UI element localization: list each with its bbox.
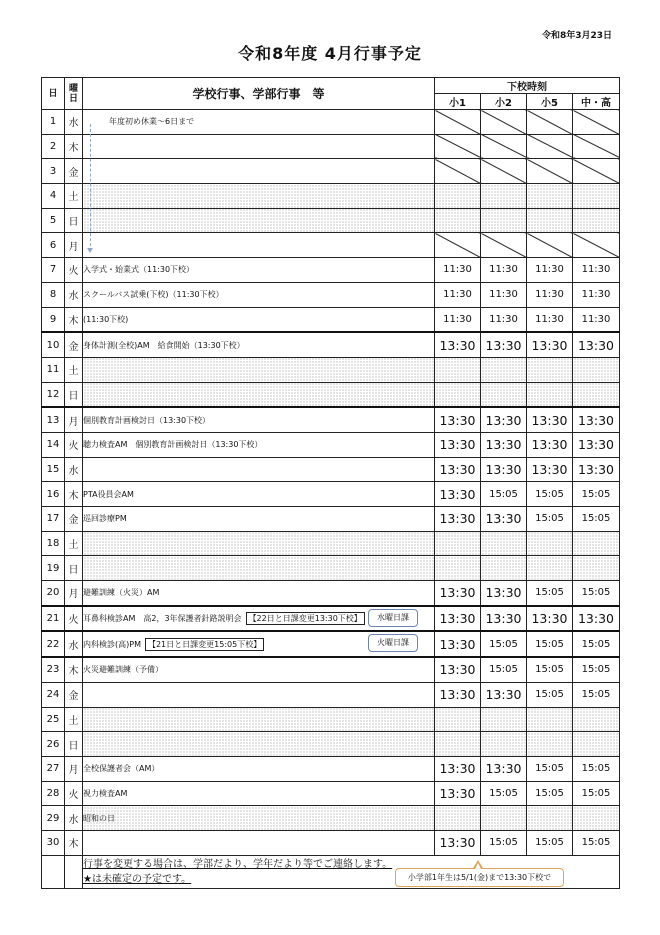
dismissal-time-2: 15:05 [481,781,527,806]
dismissal-time-4: 15:05 [573,657,620,682]
event-cell [83,282,435,307]
dismissal-time-2: 11:30 [481,258,527,283]
issue-date: 令和8年3月23日 [541,31,612,41]
event-cell [83,110,435,135]
day-number: 16 [42,482,65,507]
dismissal-time-3 [527,208,573,233]
weekday: 水 [65,457,83,482]
event-cell [83,332,435,357]
dismissal-time-3: 11:30 [527,307,573,332]
dismissal-time-4: 11:30 [573,258,620,283]
schedule-table [41,77,620,889]
day-number: 12 [42,382,65,407]
vacation-arrow-head [87,248,93,253]
dismissal-time-1 [435,357,481,382]
dismissal-time-3 [527,184,573,209]
dismissal-time-1: 13:30 [435,332,481,357]
table-row [42,507,620,532]
dismissal-time-3: 15:05 [527,657,573,682]
dismissal-time-2 [481,184,527,209]
weekday: 水 [65,806,83,831]
day-number: 5 [42,208,65,233]
table-row [42,282,620,307]
dismissal-time-2 [481,382,527,407]
schedule-change-box: 【21日と日課変更15:05下校】 [145,638,264,651]
day-number: 10 [42,332,65,357]
dismissal-time-1: 13:30 [435,657,481,682]
dismissal-time-1 [435,732,481,757]
vacation-note: 年度初め休業～6日まで [109,117,195,127]
event-cell [83,507,435,532]
dismissal-time-4: 11:30 [573,307,620,332]
event-text: (11:30下校) [83,314,129,324]
weekday: 月 [65,756,83,781]
table-row [42,432,620,457]
dismissal-time-4: 13:30 [573,432,620,457]
event-cell [83,531,435,556]
dismissal-time-2 [481,159,527,184]
event-cell [83,756,435,781]
dismissal-time-4 [573,184,620,209]
event-cell [83,482,435,507]
dismissal-time-3: 15:05 [527,507,573,532]
notes-spacer-dow [65,855,83,888]
weekday: 土 [65,184,83,209]
day-number: 3 [42,159,65,184]
weekday: 火 [65,258,83,283]
weekday: 日 [65,382,83,407]
dismissal-time-2: 15:05 [481,631,527,657]
dismissal-time-1 [435,233,481,258]
dismissal-time-4 [573,233,620,258]
dismissal-time-1: 13:30 [435,432,481,457]
weekday: 木 [65,134,83,159]
dismissal-time-2: 13:30 [481,756,527,781]
dismissal-time-3: 15:05 [527,482,573,507]
weekday: 水 [65,110,83,135]
day-number: 17 [42,507,65,532]
dismissal-time-1: 13:30 [435,507,481,532]
table-row [42,357,620,382]
dismissal-time-2: 15:05 [481,830,527,855]
table-row [42,707,620,732]
table-row [42,159,620,184]
note-change-notice: 行事を変更する場合は、学部だより、学年だより等でご連絡します。 [83,858,393,870]
dismissal-time-4: 15:05 [573,482,620,507]
day-number: 18 [42,531,65,556]
weekday: 水 [65,631,83,657]
day-number: 21 [42,606,65,632]
event-text: スクールバス試乗(下校)（11:30下校） [83,290,224,300]
dismissal-time-4 [573,556,620,581]
dismissal-time-1: 13:30 [435,457,481,482]
table-row [42,208,620,233]
dismissal-time-2: 13:30 [481,432,527,457]
dismissal-time-1 [435,382,481,407]
dismissal-time-2: 13:30 [481,332,527,357]
dismissal-time-1 [435,159,481,184]
dismissal-time-2 [481,134,527,159]
event-cell [83,407,435,432]
schedule-body [42,110,620,856]
event-cell [83,830,435,855]
dismissal-time-4: 15:05 [573,631,620,657]
dismissal-time-1: 11:30 [435,258,481,283]
day-number: 11 [42,357,65,382]
table-row [42,457,620,482]
dismissal-time-3 [527,556,573,581]
dismissal-time-1: 13:30 [435,581,481,606]
day-number: 27 [42,756,65,781]
dismissal-time-1 [435,184,481,209]
day-number: 13 [42,407,65,432]
dismissal-time-4: 15:05 [573,830,620,855]
dismissal-time-4 [573,208,620,233]
weekday: 土 [65,357,83,382]
dismissal-time-3: 11:30 [527,258,573,283]
header-events: 学校行事、学部行事 等 [83,78,435,110]
event-cell [83,806,435,831]
day-number: 22 [42,631,65,657]
dismissal-time-3 [527,382,573,407]
weekday: 金 [65,507,83,532]
event-text: 避難訓練（火災）AM [83,588,160,598]
table-row [42,781,620,806]
weekday: 月 [65,233,83,258]
dismissal-time-2: 13:30 [481,407,527,432]
vacation-arrow [90,124,92,251]
dismissal-time-1: 13:30 [435,756,481,781]
schedule-change-box: 【22日と日課変更13:30下校】 [246,612,365,625]
event-cell [83,682,435,707]
event-cell [83,307,435,332]
dismissal-time-3 [527,707,573,732]
weekday: 土 [65,531,83,556]
weekday: 火 [65,432,83,457]
weekday: 月 [65,581,83,606]
weekday: 木 [65,830,83,855]
table-row [42,556,620,581]
event-text: 視力検査AM [83,788,128,798]
dismissal-time-2: 11:30 [481,307,527,332]
dismissal-time-2 [481,732,527,757]
dismissal-time-4: 13:30 [573,407,620,432]
event-cell [83,184,435,209]
dismissal-time-4 [573,357,620,382]
dismissal-time-3 [527,110,573,135]
day-number: 19 [42,556,65,581]
dismissal-time-4: 15:05 [573,581,620,606]
dismissal-time-2 [481,357,527,382]
table-row [42,631,620,657]
event-cell [83,581,435,606]
dismissal-time-4: 15:05 [573,682,620,707]
header-day: 日 [42,78,65,110]
event-cell [83,258,435,283]
dismissal-time-3 [527,134,573,159]
event-cell [83,159,435,184]
dismissal-time-2 [481,233,527,258]
day-number: 29 [42,806,65,831]
dismissal-time-4: 15:05 [573,507,620,532]
table-row [42,407,620,432]
dismissal-time-2: 13:30 [481,457,527,482]
callout-note: 小学部1年生は5/1(金)まで13:30下校で [395,868,564,887]
event-text: 内科検診(高)PM [83,639,141,649]
dismissal-time-3: 13:30 [527,432,573,457]
table-row [42,482,620,507]
dismissal-time-1: 13:30 [435,606,481,632]
day-number: 2 [42,134,65,159]
dismissal-time-3: 15:05 [527,631,573,657]
table-row [42,732,620,757]
dismissal-time-3 [527,732,573,757]
dismissal-time-1 [435,134,481,159]
dismissal-time-4: 13:30 [573,457,620,482]
dismissal-time-3: 15:05 [527,581,573,606]
dismissal-time-3: 13:30 [527,457,573,482]
dismissal-time-4 [573,806,620,831]
day-number: 28 [42,781,65,806]
dismissal-time-1: 13:30 [435,482,481,507]
event-text: 個別教育計画検討日（13:30下校） [83,415,211,425]
dismissal-time-2 [481,556,527,581]
dismissal-time-3: 15:05 [527,682,573,707]
event-text: 入学式・始業式（11:30下校） [83,265,195,275]
table-row [42,332,620,357]
event-text: 火災避難訓練（予備） [83,665,163,675]
dismissal-time-1: 13:30 [435,682,481,707]
dismissal-time-4 [573,159,620,184]
event-cell [83,732,435,757]
table-row [42,531,620,556]
day-number: 24 [42,682,65,707]
dismissal-time-3: 15:05 [527,830,573,855]
dismissal-time-1: 13:30 [435,781,481,806]
event-cell [83,357,435,382]
event-cell [83,631,435,657]
dismissal-time-2: 13:30 [481,581,527,606]
weekday: 木 [65,657,83,682]
table-row [42,830,620,855]
dismissal-time-4: 13:30 [573,332,620,357]
header-group-4: 中・高 [573,94,620,110]
day-number: 8 [42,282,65,307]
dismissal-time-4: 13:30 [573,606,620,632]
table-row [42,233,620,258]
table-row [42,307,620,332]
header-group-3: 小5 [527,94,573,110]
table-row [42,756,620,781]
dismissal-time-4 [573,134,620,159]
event-text: 全校保護者会（AM） [83,764,160,774]
event-cell [83,208,435,233]
dismissal-time-1 [435,531,481,556]
event-text: 耳鼻科検診AM 高2，3年保護者針路説明会 [83,614,242,624]
weekday: 水 [65,282,83,307]
dismissal-time-4 [573,110,620,135]
weekday: 火 [65,781,83,806]
event-text: 聴力検査AM 個別教育計画検討日（13:30下校） [83,440,263,450]
day-number: 15 [42,457,65,482]
day-number: 1 [42,110,65,135]
dismissal-time-2 [481,110,527,135]
dismissal-time-3 [527,806,573,831]
table-row [42,382,620,407]
weekday: 月 [65,407,83,432]
dismissal-time-3 [527,233,573,258]
weekday: 木 [65,307,83,332]
dismissal-time-4 [573,382,620,407]
day-number: 9 [42,307,65,332]
note-tentative: ★は未確定の予定です。 [83,873,192,885]
day-number: 30 [42,830,65,855]
dismissal-time-2: 15:05 [481,482,527,507]
day-number: 23 [42,657,65,682]
timetable-tag: 水曜日課 [368,609,418,627]
day-number: 14 [42,432,65,457]
dismissal-time-3: 11:30 [527,282,573,307]
event-cell [83,556,435,581]
weekday: 金 [65,159,83,184]
dismissal-time-3: 15:05 [527,756,573,781]
dismissal-time-4: 11:30 [573,282,620,307]
dismissal-time-1 [435,806,481,831]
header-weekday: 曜日 [65,78,83,110]
callout-tail-inner [475,863,481,869]
event-text: 巡回診療PM [83,514,127,524]
day-number: 4 [42,184,65,209]
header-dismissal: 下校時刻 [435,78,620,94]
weekday: 日 [65,208,83,233]
event-cell [83,233,435,258]
event-cell [83,781,435,806]
weekday: 木 [65,482,83,507]
table-row [42,134,620,159]
table-row [42,606,620,632]
event-text: PTA役員会AM [83,489,134,499]
page-title: 令和8年度 4月行事予定 [238,44,422,63]
dismissal-time-2: 15:05 [481,657,527,682]
weekday: 火 [65,606,83,632]
event-cell [83,134,435,159]
weekday: 金 [65,332,83,357]
weekday: 日 [65,732,83,757]
day-number: 26 [42,732,65,757]
header-row [42,78,620,94]
dismissal-time-1: 13:30 [435,830,481,855]
dismissal-time-1: 13:30 [435,407,481,432]
dismissal-time-3: 13:30 [527,332,573,357]
dismissal-time-2 [481,806,527,831]
table-row [42,682,620,707]
table-row [42,258,620,283]
weekday: 金 [65,682,83,707]
day-number: 6 [42,233,65,258]
dismissal-time-1 [435,208,481,233]
dismissal-time-4 [573,732,620,757]
dismissal-time-1: 11:30 [435,307,481,332]
dismissal-time-2 [481,707,527,732]
weekday: 土 [65,707,83,732]
day-number: 7 [42,258,65,283]
table-row [42,184,620,209]
dismissal-time-2 [481,531,527,556]
dismissal-time-2 [481,208,527,233]
dismissal-time-2: 11:30 [481,282,527,307]
dismissal-time-1 [435,110,481,135]
dismissal-time-3 [527,531,573,556]
table-row [42,581,620,606]
dismissal-time-3: 13:30 [527,407,573,432]
event-cell [83,382,435,407]
table-row [42,806,620,831]
table-row [42,657,620,682]
dismissal-time-2: 13:30 [481,682,527,707]
dismissal-time-2: 13:30 [481,606,527,632]
event-text: 身体計測(全校)AM 給食開始（13:30下校） [83,340,245,350]
table-row [42,110,620,135]
day-number: 25 [42,707,65,732]
timetable-tag: 火曜日課 [368,634,418,652]
header-group-2: 小2 [481,94,527,110]
dismissal-time-1 [435,707,481,732]
event-text: 昭和の日 [83,813,115,823]
dismissal-time-3 [527,357,573,382]
dismissal-time-4 [573,531,620,556]
header-group-1: 小1 [435,94,481,110]
dismissal-time-1: 11:30 [435,282,481,307]
dismissal-time-3: 15:05 [527,781,573,806]
dismissal-time-4: 15:05 [573,781,620,806]
dismissal-time-3: 13:30 [527,606,573,632]
dismissal-time-3 [527,159,573,184]
day-number: 20 [42,581,65,606]
event-cell [83,707,435,732]
dismissal-time-1: 13:30 [435,631,481,657]
event-cell [83,457,435,482]
dismissal-time-1 [435,556,481,581]
event-cell [83,432,435,457]
dismissal-time-4 [573,707,620,732]
weekday: 日 [65,556,83,581]
notes-spacer-day [42,855,65,888]
dismissal-time-4: 15:05 [573,756,620,781]
event-cell [83,606,435,632]
dismissal-time-2: 13:30 [481,507,527,532]
event-cell [83,657,435,682]
